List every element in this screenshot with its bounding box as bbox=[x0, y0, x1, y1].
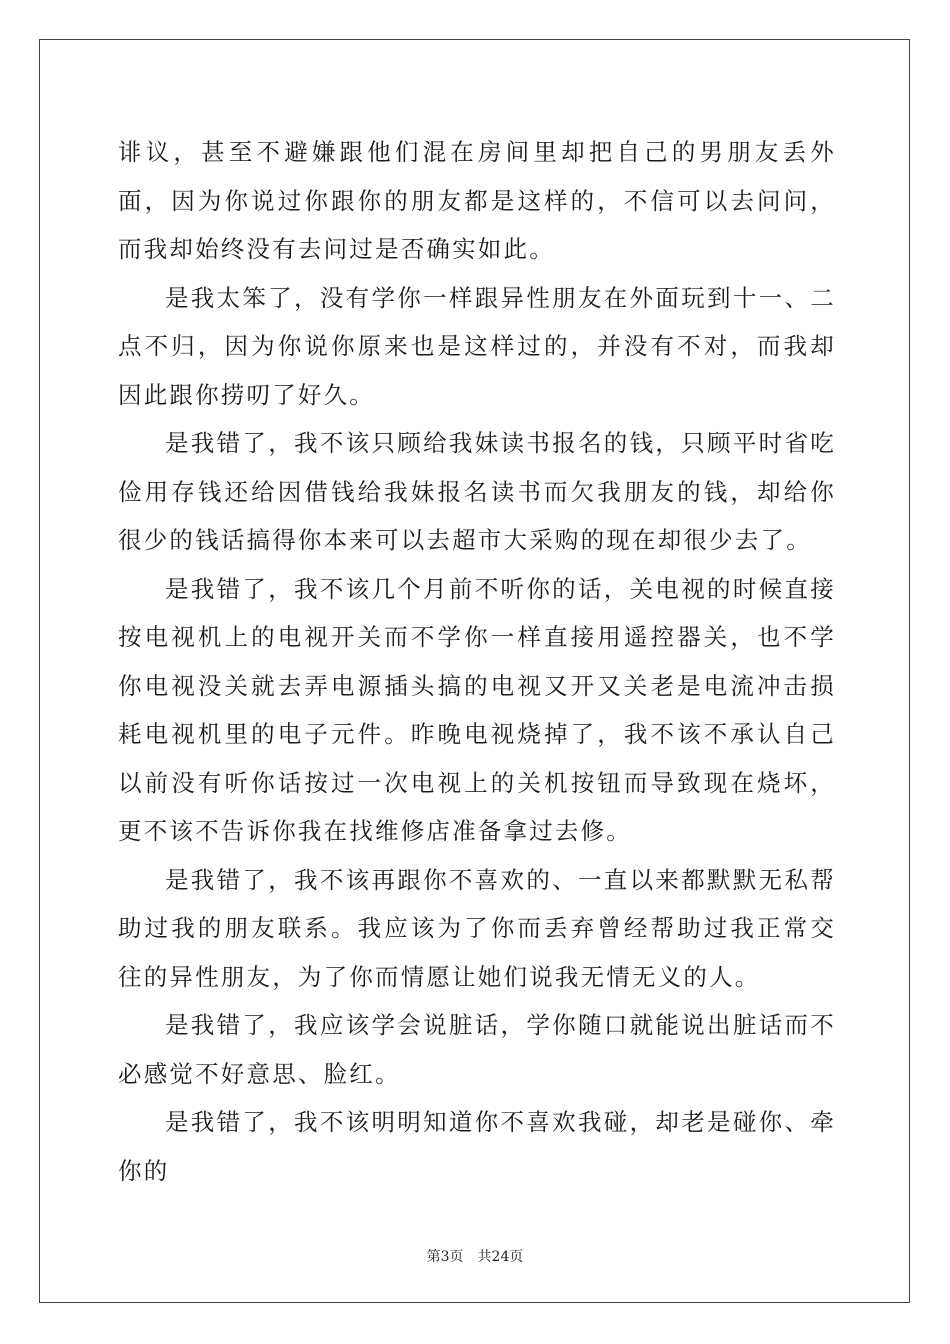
page-total: 共24页 bbox=[477, 1249, 524, 1265]
paragraph: 是我太笨了，没有学你一样跟异性朋友在外面玩到十一、二点不归，因为你说你原来也是这样过的，并没有不对，而我却因此跟你捞叨了好久。 bbox=[118, 283, 836, 409]
paragraph: 是我错了，我不该几个月前不听你的话，关电视的时候直接按电视机上的电视开关而不学你一样直接用遥控器关，也不学你电视没关就去弄电源插头搞的电视又开又关老是电流冲击损耗电视机里的电子元件。昨晚电视烧掉了，我不该不承认自己以前没有听你话按过一次电视上的关机按钮而导致现在烧坏，更不该不告诉你我在找维修店准备拿过去修。 bbox=[118, 574, 836, 845]
page-number: 第3页 bbox=[426, 1249, 464, 1265]
page-footer bbox=[0, 1246, 950, 1266]
paragraph: 是我错了，我不该再跟你不喜欢的、一直以来都默默无私帮助过我的朋友联系。我应该为了你而丢弃曾经帮助过我正常交往的异性朋友，为了你而情愿让她们说我无情无义的人。 bbox=[118, 865, 836, 991]
document-body bbox=[118, 128, 836, 1195]
paragraph: 诽议，甚至不避嫌跟他们混在房间里却把自己的男朋友丢外面，因为你说过你跟你的朋友都是这样的，不信可以去问问，而我却始终没有去问过是否确实如此。 bbox=[118, 138, 836, 263]
paragraph: 是我错了，我应该学会说脏话，学你随口就能说出脏话而不必感觉不好意思、脸红。 bbox=[118, 1011, 836, 1088]
paragraph: 是我错了，我不该明明知道你不喜欢我碰，却老是碰你、牵你的 bbox=[118, 1108, 836, 1185]
paragraph: 是我错了，我不该只顾给我妹读书报名的钱，只顾平时省吃俭用存钱还给因借钱给我妹报名读书而欠我朋友的钱，却给你很少的钱话搞得你本来可以去超市大采购的现在却很少去了。 bbox=[118, 429, 836, 554]
